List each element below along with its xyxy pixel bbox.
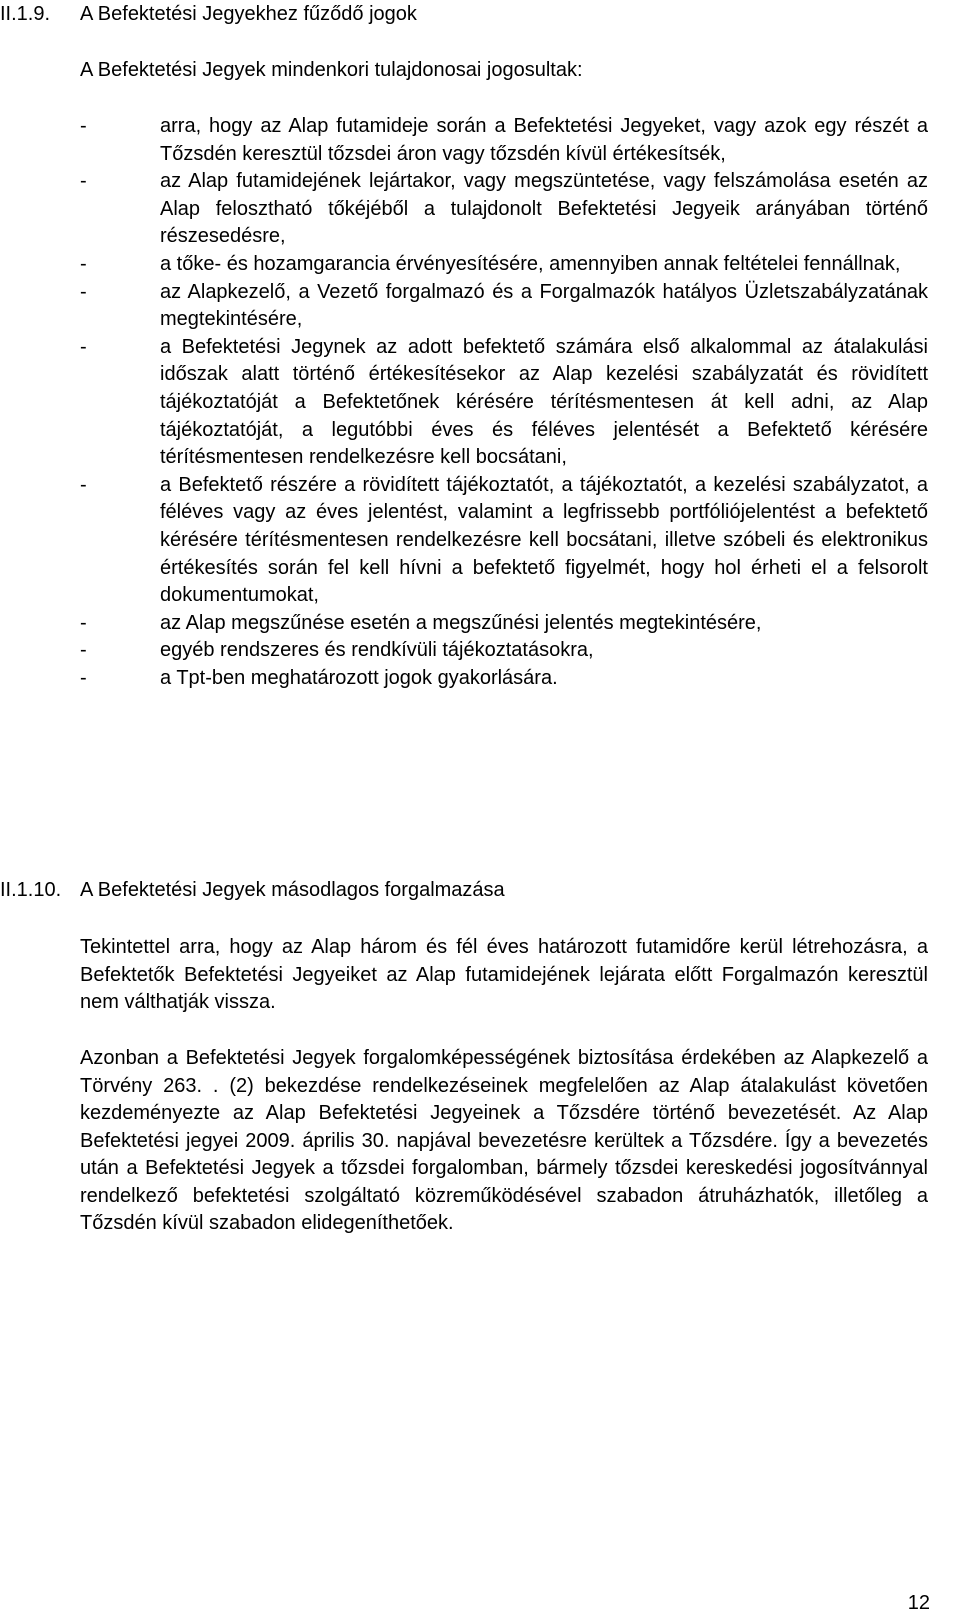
list-item-text: az Alapkezelő, a Vezető forgalmazó és a Forgalmazók hatályos Üzletszabályzatának megtekintésére, [160,280,928,331]
section-number: II.1.10. [0,879,62,901]
list-dash: - [80,335,87,358]
list-item-text: egyéb rendszeres és rendkívüli tájékoztatásokra, [160,639,594,662]
list-dash: - [80,639,87,662]
list-item [80,279,928,334]
list-dash: - [80,611,87,634]
list-dash: - [80,170,87,193]
list-dash: - [80,252,87,275]
list-item-text: az Alap futamidejének lejártakor, vagy megszüntetése, vagy felszámolása esetén az Alap felosztható tőkéjéből a tulajdonolt Befektetési Jegyeik arányában történő részesedésre, [160,170,928,248]
list-item [80,637,928,665]
list-dash: - [80,473,87,496]
list-dash: - [80,115,87,137]
list-item-text: az Alap megszűnése esetén a megszűnési jelentés megtekintésére, [160,611,762,634]
list-item [80,610,928,638]
rights-list [80,113,928,692]
section-title: A Befektetési Jegyekhez fűződő jogok [80,3,417,25]
list-item-text: a Tpt-ben meghatározott jogok gyakorlására. [160,666,558,689]
list-item-text: a Befektetési Jegynek az adott befektető számára első alkalommal az átalakulási időszak alatt történő értékesítésekor az Alap kezelési szabályzatát és rövidített tájékoztatóját a Befektetőnek kérésére térítésmentesen át kell adni, az Alap tájékoztatóját, a legutóbbi éves és féléves jelentését a Befektető kérésére térítésmentesen rendelkezésre kell bocsátani, [160,335,928,469]
page-number: 12 [907,1592,930,1614]
section-number: II.1.9. [0,3,51,25]
rights-intro: A Befektetési Jegyek mindenkori tulajdonosai jogosultak: [80,59,583,81]
list-item [80,251,928,279]
list-item-text: a Befektető részére a rövidített tájékoztatót, a tájékoztatót, a kezelési szabályzatot, a féléves vagy az éves jelentést, valamint a legfrissebb portfóliójelentést a befektető kérésére térítésmentesen rendelkezésre kell bocsátani, illetve szóbeli és elektronikus értékesítés során fel kell hívni a befektető figyelmét, hogy hol érheti el a felsorolt dokumentumokat, [160,473,928,607]
list-item [80,334,928,472]
section-title: A Befektetési Jegyek másodlagos forgalmazása [80,879,505,901]
list-dash: - [80,666,87,689]
list-item [80,113,928,168]
paragraph-secondary-trading-2: Azonban a Befektetési Jegyek forgalomképességének biztosítása érdekében az Alapkezelő a Törvény 263. . (2) bekezdése rendelkezéseinek megfelelően az Alap átalakulást követően kezdeményezte az Alap Befektetési Jegyeinek a Tőzsdére történő bevezetését. Az Alap Befektetési jegyei 2009. április 30. napjával bevezetésre kerültek a Tőzsdére. Így a bevezetés után a Befektetési Jegyek a tőzsdei forgalomban, bármely tőzsdei kereskedési jogosítvánnyal rendelkező befektetési szolgáltató közreműködésével szabadon átruházhatók, illetőleg a Tőzsdén kívül szabadon elidegeníthetőek. [80,1047,928,1234]
paragraph-secondary-trading-1: Tekintettel arra, hogy az Alap három és fél éves határozott futamidőre kerül létrehozásra, a Befektetők Befektetési Jegyeiket az Alap futamidejének lejárata előtt Forgalmazón keresztül nem válthatják vissza. [80,936,928,1013]
list-dash: - [80,280,87,303]
list-item-text: arra, hogy az Alap futamideje során a Befektetési Jegyeket, vagy azok egy részét a Tőzsdén keresztül tőzsdei áron vagy tőzsdén kívül értékesítsék, [160,115,928,165]
list-item [80,472,928,610]
list-item [80,665,928,693]
list-item [80,168,928,251]
list-item-text: a tőke- és hozamgarancia érvényesítésére, amennyiben annak feltételei fennállnak, [160,252,901,275]
